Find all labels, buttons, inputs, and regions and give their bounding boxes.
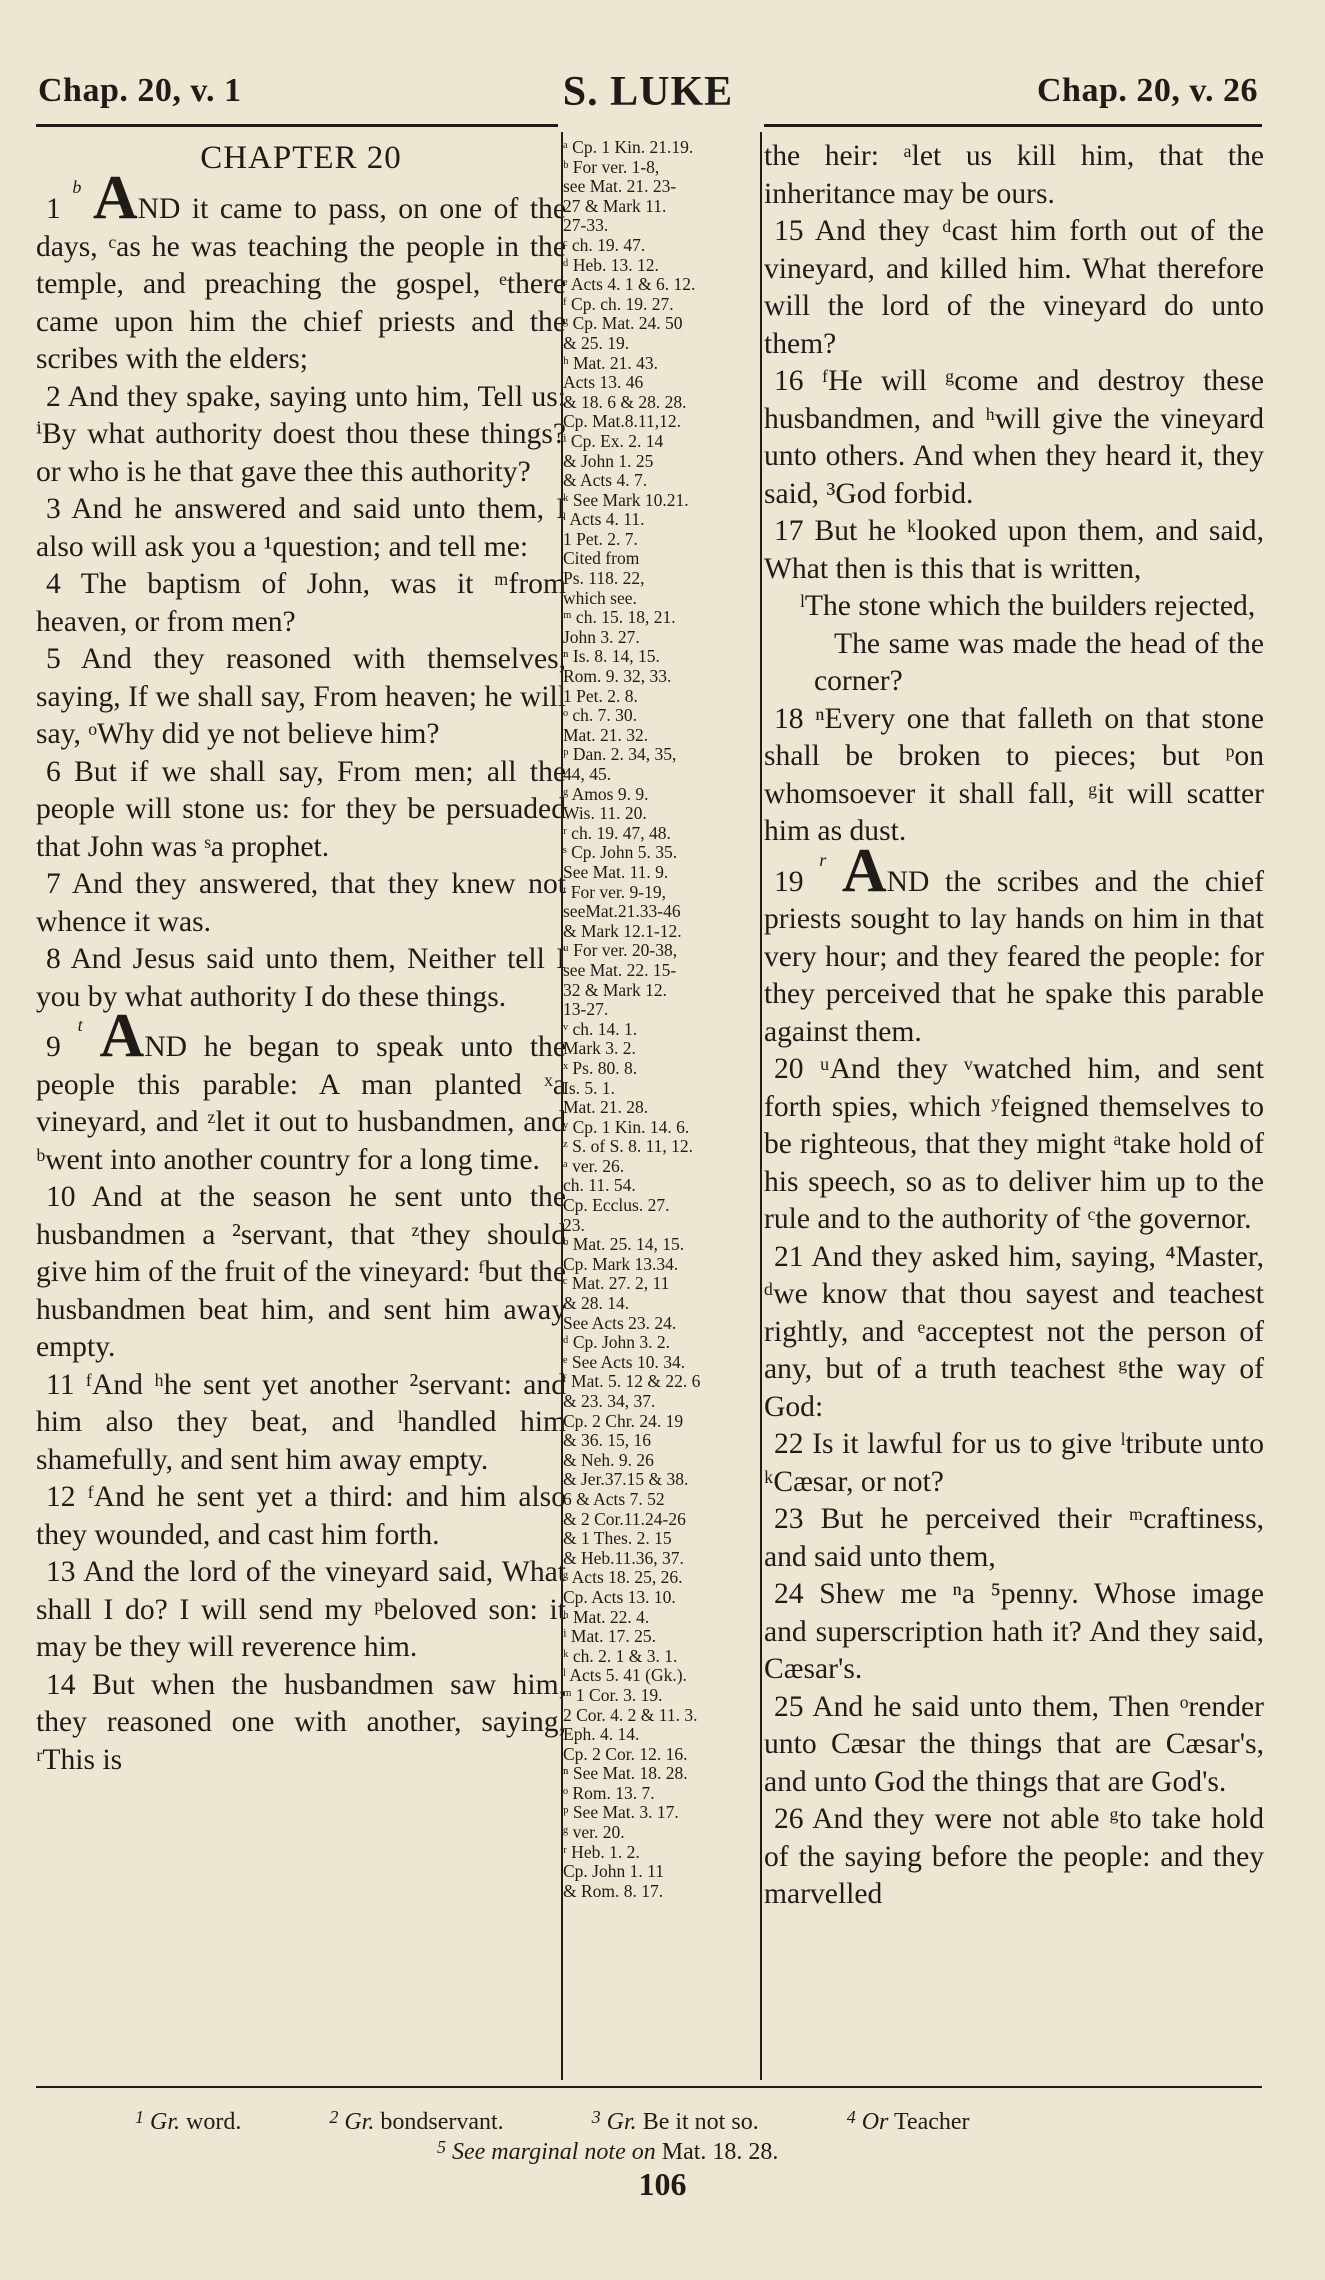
verse: [36, 1002, 566, 1179]
verse-number: 3: [46, 493, 61, 525]
verse-text: ND he began to speak unto the people this parable: A man planted ˣa vineyard, and ᶻlet it out to husbandmen, and ᵇwent into another country for a long time.: [36, 1031, 566, 1176]
verse: [764, 1239, 1264, 1427]
verse: [36, 1179, 566, 1367]
cross-reference: & Jer.37.15 & 38.: [563, 1469, 689, 1490]
verse-text: And they answered, that they knew not whence it was.: [36, 868, 566, 938]
verse-number: 6: [46, 755, 61, 788]
cross-ref-marker: t: [77, 1015, 83, 1035]
cross-reference: 6 & Acts 7. 52: [563, 1488, 665, 1509]
cross-reference: & Heb.11.36, 37.: [563, 1547, 684, 1568]
footnote-3: $^3$ Gr. Be it not so.: [591, 2107, 759, 2135]
cross-reference: ᵈ Heb. 13. 12.: [563, 254, 659, 275]
cross-reference: ᵇ Mat. 25. 14, 15.: [563, 1234, 685, 1255]
cross-reference: ᵒ ch. 7. 30.: [563, 705, 638, 726]
cross-reference: ⁿ See Mat. 18. 28.: [563, 1763, 688, 1784]
cross-reference: ᶜ Mat. 27. 2, 11: [563, 1273, 670, 1294]
verse-number: 1: [46, 193, 61, 225]
verse-text: The baptism of John, was it ᵐfrom heaven, or from men?: [36, 568, 566, 638]
verse: [764, 1801, 1264, 1914]
cross-reference: 13-27.: [563, 999, 609, 1020]
cross-reference: ʳ ch. 19. 47, 48.: [563, 822, 671, 843]
verse-number: 5: [46, 643, 61, 675]
cross-reference: ʰ Mat. 21. 43.: [563, 352, 659, 373]
verse-text: But he ᵏlooked upon them, and said, What then is this that is written,: [764, 515, 1264, 585]
verse-number: 22: [774, 1428, 804, 1460]
verse-text: And the lord of the vineyard said, What shall I do? I will send my ᵖbeloved son: it may be they will reverence him.: [36, 1556, 566, 1663]
cross-reference: ˡ Acts 5. 41 (Gk.).: [563, 1665, 687, 1686]
verse-number: 2: [46, 380, 61, 413]
cross-reference: ⁱ Mat. 17. 25.: [563, 1626, 656, 1647]
verse-number: 9: [46, 1031, 61, 1063]
verse: [36, 641, 566, 754]
cross-reference: ᶻ S. of S. 8. 11, 12.: [563, 1136, 694, 1157]
verse: [764, 701, 1264, 851]
verse-number: 13: [46, 1556, 76, 1588]
drop-capital: A: [841, 836, 887, 905]
verse-text: And they spake, saying unto him, Tell us: ⁱBy what authority doest thou these things? or who is he that gave thee this authority?: [36, 380, 567, 488]
verse-text: But if we shall say, From men; all the people will stone us: for they be persuaded that John was ˢa prophet.: [36, 755, 566, 863]
verse: [36, 164, 566, 379]
verse: [764, 213, 1264, 363]
verse: [764, 1051, 1264, 1239]
cross-reference: ᶠ Cp. ch. 19. 27.: [563, 293, 674, 314]
verse: [36, 866, 566, 941]
cross-reference: 27 & Mark 11.: [563, 195, 667, 216]
cross-reference: which see.: [563, 587, 637, 608]
verse-text: ᵘAnd they ᵛwatched him, and sent forth spies, which ʸfeigned themselves to be righteous, that they might ᵃtake hold of his speech, so as to deliver him up to the rule and to the authority of ᶜthe governor.: [764, 1053, 1264, 1235]
cross-reference: 32 & Mark 12.: [563, 979, 668, 1000]
verse: [764, 1689, 1264, 1802]
cross-reference: ᵇ For ver. 1-8,: [563, 156, 660, 177]
cross-reference: Cp. John 1. 11: [563, 1861, 664, 1882]
cross-reference: & 1 Thes. 2. 15: [563, 1528, 672, 1549]
verse-number: 11: [46, 1368, 75, 1401]
verse-number: 17: [774, 515, 804, 547]
cross-reference: ᵃ Cp. 1 Kin. 21.19.: [563, 137, 694, 157]
footnote-2: $^2$ Gr. bondservant.: [329, 2107, 504, 2135]
poetry-line: The same was made the head of the corner?: [814, 627, 1264, 697]
verse: [764, 1501, 1264, 1576]
verse: [36, 1479, 566, 1554]
cross-reference: See Mat. 11. 9.: [563, 861, 669, 882]
verse-text: And they were not able ᵍto take hold of the saying before the people: and they marvelled: [764, 1803, 1264, 1910]
footnote-1: $^1$ Gr. word.: [135, 2107, 242, 2135]
cross-reference: Mat. 21. 28.: [563, 1097, 649, 1118]
drop-capital: A: [92, 164, 138, 232]
text-column-right: [764, 138, 1264, 1914]
verse-text: ⁿEvery one that falleth on that stone shall be broken to pieces; but ᵖon whomsoever it shall fall, ᵍit will scatter him as dust.: [764, 702, 1264, 847]
verse-text: And they ᵈcast him forth out of the vineyard, and killed him. What therefore will the lord of the vineyard do unto them?: [764, 215, 1265, 360]
cross-reference: Rom. 9. 32, 33.: [563, 666, 672, 687]
cross-reference: ᵍ ver. 20.: [563, 1822, 625, 1843]
cross-reference: ᵍ Amos 9. 9.: [563, 783, 649, 804]
verse-text: And Jesus said unto them, Neither tell I you by what authority I do these things.: [36, 943, 566, 1013]
cross-reference: ʰ Mat. 22. 4.: [563, 1606, 650, 1627]
verse: [36, 1667, 566, 1780]
text-column-left: [36, 138, 566, 1779]
cross-reference: Cp. Acts 13. 10.: [563, 1586, 676, 1607]
cross-reference: ʸ Cp. 1 Kin. 14. 6.: [563, 1116, 690, 1137]
header-chapter-end: Chap. 20, v. 26: [1037, 72, 1258, 109]
cross-reference: ᵘ For ver. 20-38,: [563, 940, 678, 961]
cross-reference: Ps. 118. 22,: [563, 568, 645, 589]
verse: [36, 379, 566, 492]
cross-reference: ˢ Cp. John 5. 35.: [563, 842, 678, 863]
cross-reference: ᵉ Acts 4. 1 & 6. 12.: [563, 274, 696, 295]
verse-text: And they asked him, saying, ⁴Master, ᵈwe know that thou sayest and teachest rightly, and ᵉacceptest not the person of any, but of a truth teachest ᵍthe way of God:: [764, 1240, 1264, 1423]
cross-reference: ᵉ See Acts 10. 34.: [563, 1351, 686, 1372]
verse-text: ᶠAnd he sent yet a third: and him also they wounded, and cast him forth.: [36, 1481, 566, 1551]
cross-reference: ᵃ ver. 26.: [563, 1155, 625, 1176]
verse-text: And at the season he sent unto the husbandmen a ²servant, that ᶻthey should give him of the fruit of the vineyard: ᶠbut the husbandmen beat him, and sent him away empty.: [36, 1181, 566, 1363]
cross-reference: ʳ Heb. 1. 2.: [563, 1841, 640, 1862]
verse-text: And they reasoned with themselves, saying, If we shall say, From heaven; he will say, ᵒWhy did ye not believe him?: [36, 643, 566, 750]
cross-reference: & Rom. 8. 17.: [563, 1880, 664, 1901]
footer-rule: [36, 2086, 1262, 2088]
cross-reference: Mark 3. 2.: [563, 1038, 636, 1059]
cross-reference: & 36. 15, 16: [563, 1430, 651, 1451]
cross-reference: 23.: [563, 1214, 585, 1235]
cross-reference: ᵏ See Mark 10.21.: [563, 489, 689, 510]
verse-number: 18: [774, 702, 804, 735]
verse: [36, 491, 566, 566]
cross-reference: & Acts 4. 7.: [563, 470, 648, 491]
cross-reference: Cp. Mark 13.34.: [563, 1253, 679, 1274]
verse-text: But he perceived their ᵐcraftiness, and said unto them,: [764, 1503, 1264, 1573]
verse-text: Shew me ⁿa ⁵penny. Whose image and superscription hath it? And they said, Cæsar's.: [764, 1578, 1264, 1685]
verse-number: 7: [46, 868, 61, 900]
verse-text: the heir: ᵃlet us kill him, that the inheritance may be ours.: [764, 140, 1264, 210]
cross-reference: Wis. 11. 20.: [563, 803, 647, 824]
cross-reference: ᶜ ch. 19. 47.: [563, 234, 646, 255]
cross-reference: ᵍ Cp. Mat. 24. 50: [563, 313, 683, 334]
cross-reference: ˣ Ps. 80. 8.: [563, 1057, 638, 1078]
cross-reference: 44, 45.: [563, 764, 612, 784]
cross-reference: & John 1. 25: [563, 450, 654, 471]
verse-text: And he answered and said unto them, I also will ask you a ¹question; and tell me:: [36, 493, 567, 563]
cross-reference: ᵐ 1 Cor. 3. 19.: [563, 1684, 663, 1705]
cross-reference: 1 Pet. 2. 8.: [563, 685, 638, 706]
verse-number: 10: [46, 1181, 76, 1213]
verse-text: ND it came to pass, on one of the days, ᶜas he was teaching the people in the temple, and preaching the gospel, ᵉthere came upon him the chief priests and the scribes with the elders;: [36, 193, 566, 375]
cross-reference: Cp. 2 Chr. 24. 19: [563, 1410, 684, 1431]
verse: [764, 513, 1264, 588]
verse-text: Is it lawful for us to give ˡtribute unto ᵏCæsar, or not?: [764, 1428, 1264, 1498]
cross-reference: See Acts 23. 24.: [563, 1312, 677, 1333]
cross-reference: 27-33.: [563, 215, 609, 236]
verse: [764, 363, 1264, 513]
verse-number: 8: [46, 943, 61, 975]
drop-capital: A: [99, 1002, 145, 1070]
verse: [36, 1367, 566, 1480]
verse: [36, 1554, 566, 1667]
verse: [764, 138, 1264, 213]
cross-reference: see Mat. 21. 23-: [563, 176, 677, 197]
cross-reference: Cited from: [563, 548, 640, 569]
cross-reference: ᵖ See Mat. 3. 17.: [563, 1802, 679, 1823]
cross-reference: ᵏ ch. 2. 1 & 3. 1.: [563, 1645, 678, 1666]
cross-reference: ᵐ ch. 15. 18, 21.: [563, 607, 676, 628]
verse: [764, 1576, 1264, 1689]
verse-number: 21: [774, 1240, 804, 1273]
chapter-title: CHAPTER 20: [200, 140, 402, 176]
cross-reference-column: [563, 138, 763, 1901]
verse-number: 15: [774, 215, 804, 247]
running-header: [38, 69, 1258, 122]
header-rule-left: [36, 124, 558, 127]
cross-reference: ᵈ Cp. John 3. 2.: [563, 1332, 671, 1353]
cross-ref-marker: b: [72, 177, 82, 197]
cross-reference: & 18. 6 & 28. 28.: [563, 391, 687, 412]
verse-text: ᶠAnd ʰhe sent yet another ²servant: and him also they beat, and ˡhandled him shamefully, and sent him away empty.: [36, 1368, 566, 1476]
cross-reference: & 25. 19.: [563, 332, 630, 353]
verse: [764, 1426, 1264, 1501]
verse: [36, 566, 566, 641]
cross-reference: ⁱ Cp. Ex. 2. 14: [563, 430, 664, 451]
cross-reference: Cp. Mat.8.11,12.: [563, 411, 681, 432]
verse-number: 14: [46, 1668, 76, 1701]
cross-reference: Mat. 21. 32.: [563, 724, 649, 745]
cross-reference: ch. 11. 54.: [563, 1175, 636, 1196]
verse-number: 23: [774, 1503, 804, 1535]
verse-text: ᶠHe will ᵍcome and destroy these husbandmen, and ʰwill give the vineyard unto others. And when they heard it, they said, ³God forbid.: [764, 365, 1264, 510]
cross-reference: ᵒ Rom. 13. 7.: [563, 1782, 655, 1803]
cross-reference: Eph. 4. 14.: [563, 1724, 640, 1745]
cross-reference: John 3. 27.: [563, 626, 640, 647]
verse-text: And he said unto them, Then ᵒrender unto Cæsar the things that are Cæsar's, and unto God the things that are God's.: [764, 1690, 1264, 1798]
cross-ref-marker: r: [819, 849, 827, 870]
header-rule-right: [764, 124, 1262, 127]
verse-number: 25: [774, 1690, 804, 1723]
header-book-title: S. LUKE: [562, 69, 734, 115]
cross-reference: Cp. 2 Cor. 12. 16.: [563, 1743, 688, 1764]
cross-reference: Is. 5. 1.: [563, 1077, 616, 1098]
cross-reference: 2 Cor. 4. 2 & 11. 3.: [563, 1704, 698, 1725]
cross-reference: ᵛ ch. 14. 1.: [563, 1018, 638, 1039]
cross-reference: Cp. Ecclus. 27.: [563, 1195, 670, 1216]
cross-reference: see Mat. 22. 15-: [563, 959, 677, 980]
cross-reference: ᵍ Acts 18. 25, 26.: [563, 1567, 683, 1588]
verse-number: 19: [774, 865, 804, 898]
footnote-5: $^5$ See marginal note on Mat. 18. 28.: [437, 2137, 779, 2165]
cross-reference: ᵖ Dan. 2. 34, 35,: [563, 744, 677, 765]
cross-reference: & 23. 34, 37.: [563, 1391, 656, 1411]
verse: [36, 754, 566, 867]
cross-reference: ⁿ Is. 8. 14, 15.: [563, 646, 660, 667]
cross-reference: ᶠ Mat. 5. 12 & 22. 6: [563, 1371, 701, 1392]
cross-reference: 1 Pet. 2. 7.: [563, 528, 638, 549]
cross-reference: & Mark 12.1-12.: [563, 920, 682, 941]
cross-reference: ˡ Acts 4. 11.: [563, 509, 645, 530]
cross-reference: Acts 13. 46: [563, 372, 644, 393]
verse-text: But when the husbandmen saw him, they reasoned one with another, saying, ʳThis is: [36, 1668, 566, 1776]
page-number: 106: [638, 2166, 687, 2202]
verse-text: ND the scribes and the chief priests sought to lay hands on him in that very hour; and they feared the people: for they perceived that he spake this parable against them.: [764, 865, 1264, 1048]
cross-reference: ᵗ For ver. 9-19,: [563, 881, 666, 902]
cross-reference: & 2 Cor.11.24-26: [563, 1508, 686, 1529]
header-chapter-start: Chap. 20, v. 1: [38, 72, 242, 109]
verse-number: 24: [774, 1578, 804, 1610]
cross-reference: & Neh. 9. 26: [563, 1449, 654, 1470]
poetry-line: ˡThe stone which the builders rejected,: [800, 590, 1256, 622]
verse-number: 16: [774, 365, 804, 397]
cross-reference: & 28. 14.: [563, 1293, 630, 1314]
verse-number: 4: [46, 568, 61, 600]
verse-number: 12: [46, 1481, 76, 1513]
verse-number: 20: [774, 1053, 804, 1085]
footnote-4: $^4$ Or Teacher: [846, 2107, 970, 2135]
verse: [764, 836, 1264, 1052]
verse-number: 26: [774, 1803, 804, 1835]
cross-reference: seeMat.21.33-46: [563, 901, 681, 922]
